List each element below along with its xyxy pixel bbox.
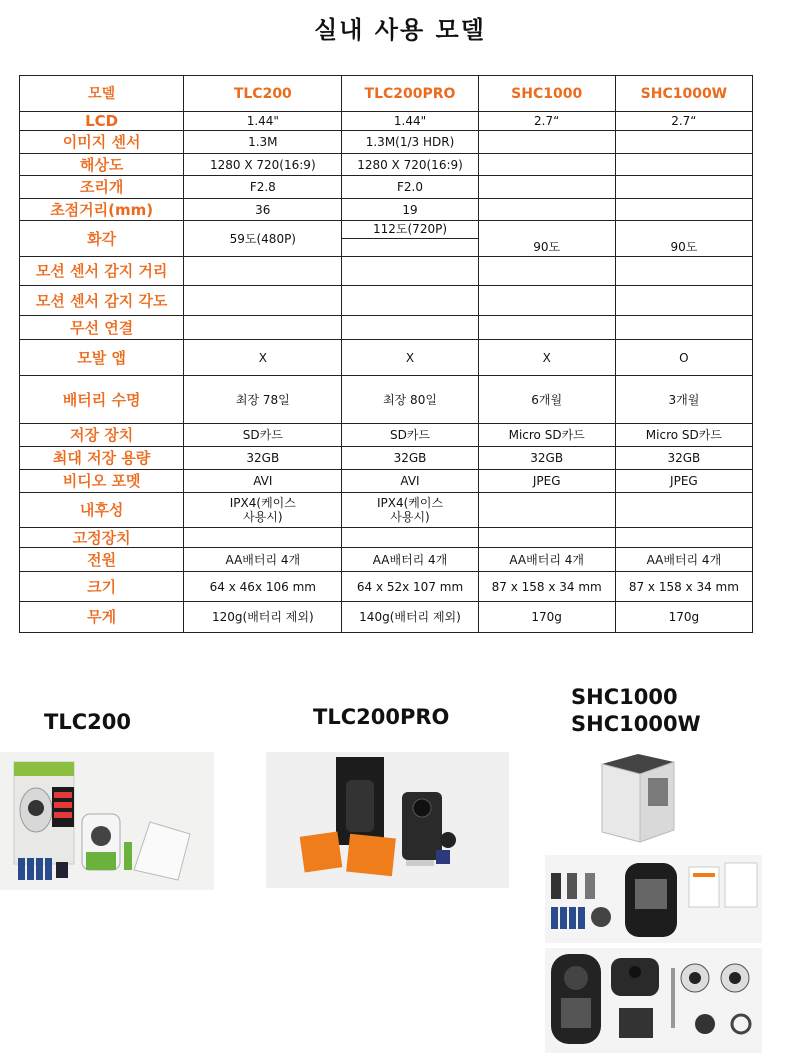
row-label: 조리개: [20, 176, 184, 199]
product-title-shc1000w: SHC1000W: [571, 712, 701, 736]
row-label: 초점거리(mm): [20, 199, 184, 221]
row-label: 배터리 수명: [20, 376, 184, 424]
table-cell: JPEG: [478, 470, 615, 493]
table-cell: AA배터리 4개: [478, 548, 615, 572]
table-cell: [478, 221, 615, 257]
table-row: [20, 286, 753, 316]
table-cell: [478, 493, 615, 528]
table-cell: [615, 154, 752, 176]
table-cell: [615, 199, 752, 221]
shc1000w-contents-photo: [545, 948, 762, 1053]
table-cell: 59도(480P): [184, 221, 342, 257]
table-cell: AA배터리 4개: [342, 548, 478, 572]
table-cell: 87 x 158 x 34 mm: [615, 572, 752, 602]
table-cell: 1.44": [342, 112, 478, 131]
table-cell: 3개월: [615, 376, 752, 424]
table-row: [20, 548, 753, 572]
table-row: [20, 176, 753, 199]
table-cell: SD카드: [342, 424, 478, 447]
table-row: [20, 424, 753, 447]
table-cell: [615, 131, 752, 154]
table-cell: 1280 X 720(16:9): [342, 154, 478, 176]
shc1000-contents-photo: [545, 855, 762, 943]
row-label: 무게: [20, 602, 184, 633]
table-cell: [478, 286, 615, 316]
row-label: 이미지 센서: [20, 131, 184, 154]
row-label: LCD: [20, 112, 184, 131]
table-cell: [342, 257, 478, 286]
table-row: [20, 572, 753, 602]
table-row: [20, 154, 753, 176]
table-cell: [478, 257, 615, 286]
table-cell: [478, 316, 615, 340]
model-header: TLC200PRO: [342, 76, 478, 112]
table-cell: 120g(배터리 제외): [184, 602, 342, 633]
table-cell: X: [184, 340, 342, 376]
table-cell: 1280 X 720(16:9): [184, 154, 342, 176]
table-cell: 170g: [615, 602, 752, 633]
table-cell: 32GB: [184, 447, 342, 470]
row-label: 화각: [20, 221, 184, 257]
tlc200-product-photo: [0, 752, 214, 890]
table-row: [20, 447, 753, 470]
table-header-row: [20, 76, 753, 112]
table-cell: [615, 528, 752, 548]
row-label: 모션 센서 감지 각도: [20, 286, 184, 316]
row-label: 무선 연결: [20, 316, 184, 340]
product-title-tlc200pro: TLC200PRO: [313, 705, 450, 729]
table-cell-value: 90도: [533, 239, 561, 254]
table-cell: 140g(배터리 제외): [342, 602, 478, 633]
table-row: [20, 112, 753, 131]
spec-table: [19, 75, 753, 633]
table-cell: F2.0: [342, 176, 478, 199]
table-row: [20, 602, 753, 633]
table-row: [20, 221, 753, 257]
product-title-shc1000: SHC1000: [571, 685, 678, 709]
table-cell: [342, 286, 478, 316]
table-cell: 19: [342, 199, 478, 221]
table-cell: 32GB: [342, 447, 478, 470]
table-cell: [342, 316, 478, 340]
table-row: [20, 376, 753, 424]
table-cell: Micro SD카드: [478, 424, 615, 447]
table-cell: AA배터리 4개: [184, 548, 342, 572]
header-label: 모델: [20, 76, 184, 112]
table-cell: [478, 199, 615, 221]
row-label: 전원: [20, 548, 184, 572]
table-cell: X: [342, 340, 478, 376]
table-cell: [615, 493, 752, 528]
table-cell: O: [615, 340, 752, 376]
table-cell: 1.3M: [184, 131, 342, 154]
table-cell: SD카드: [184, 424, 342, 447]
table-cell: 2.7“: [478, 112, 615, 131]
table-cell: 32GB: [478, 447, 615, 470]
table-cell: [615, 176, 752, 199]
table-cell: [342, 221, 478, 257]
shc1000-box-photo: [600, 752, 676, 844]
tlc200pro-product-photo: [266, 752, 509, 888]
table-cell: [478, 176, 615, 199]
table-cell: 1.3M(1/3 HDR): [342, 131, 478, 154]
table-cell: [342, 528, 478, 548]
table-cell: 64 x 46x 106 mm: [184, 572, 342, 602]
table-cell: [184, 528, 342, 548]
table-cell: JPEG: [615, 470, 752, 493]
row-label: 해상도: [20, 154, 184, 176]
table-cell: [184, 257, 342, 286]
table-cell: 32GB: [615, 447, 752, 470]
row-label: 저장 장치: [20, 424, 184, 447]
table-cell: 최장 80일: [342, 376, 478, 424]
table-row: [20, 470, 753, 493]
row-label: 비디오 포멧: [20, 470, 184, 493]
table-cell: 64 x 52x 107 mm: [342, 572, 478, 602]
table-cell: 36: [184, 199, 342, 221]
table-cell: [478, 131, 615, 154]
table-cell: [615, 257, 752, 286]
table-cell: 2.7“: [615, 112, 752, 131]
table-cell: [184, 286, 342, 316]
row-label: 크기: [20, 572, 184, 602]
model-header: SHC1000W: [615, 76, 752, 112]
table-cell: [615, 316, 752, 340]
table-cell: [478, 528, 615, 548]
table-cell: 170g: [478, 602, 615, 633]
product-title-tlc200: TLC200: [44, 710, 131, 734]
table-cell: 최장 78일: [184, 376, 342, 424]
table-cell: [184, 316, 342, 340]
table-row: [20, 316, 753, 340]
table-cell: 1.44": [184, 112, 342, 131]
table-cell: [478, 154, 615, 176]
table-row: [20, 199, 753, 221]
table-cell: AVI: [184, 470, 342, 493]
table-cell: IPX4(케이스 사용시): [184, 493, 342, 528]
table-cell: [615, 286, 752, 316]
row-label: 모션 센서 감지 거리: [20, 257, 184, 286]
table-cell: AVI: [342, 470, 478, 493]
model-header: TLC200: [184, 76, 342, 112]
model-header: SHC1000: [478, 76, 615, 112]
table-row: [20, 493, 753, 528]
table-cell: IPX4(케이스 사용시): [342, 493, 478, 528]
row-label: 모발 앱: [20, 340, 184, 376]
table-cell: F2.8: [184, 176, 342, 199]
table-row: [20, 131, 753, 154]
row-label: 내후성: [20, 493, 184, 528]
table-cell: Micro SD카드: [615, 424, 752, 447]
table-cell: AA배터리 4개: [615, 548, 752, 572]
table-cell-value: 112도(720P): [342, 221, 477, 239]
page-title: 실내 사용 모델: [314, 16, 486, 44]
table-cell: 6개월: [478, 376, 615, 424]
table-cell: 87 x 158 x 34 mm: [478, 572, 615, 602]
table-row: [20, 528, 753, 548]
row-label: 최대 저장 용량: [20, 447, 184, 470]
row-label: 고정장치: [20, 528, 184, 548]
table-cell: X: [478, 340, 615, 376]
table-cell: [615, 221, 752, 257]
table-cell-value: 90도: [670, 239, 698, 254]
table-row: [20, 340, 753, 376]
table-row: [20, 257, 753, 286]
